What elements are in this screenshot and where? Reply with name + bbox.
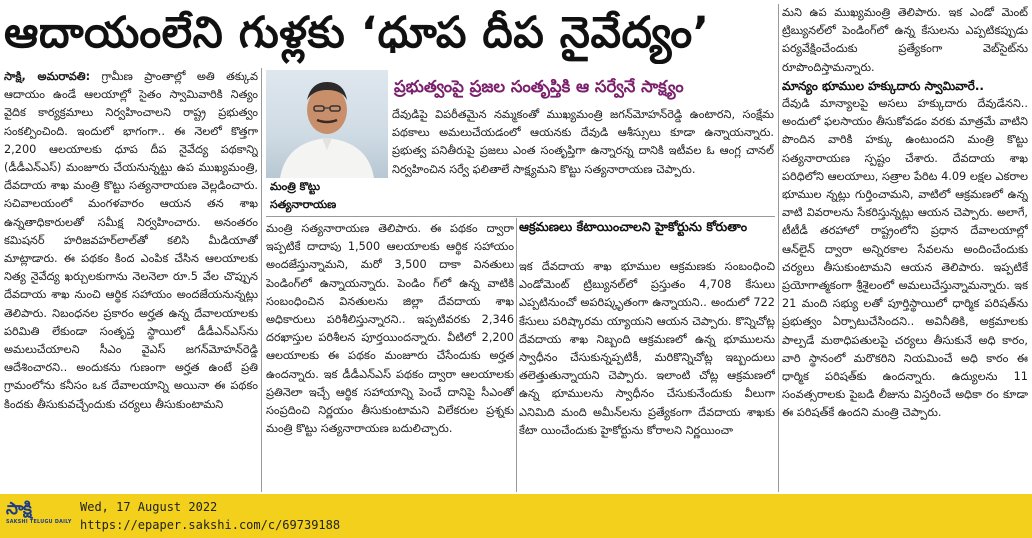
dateline: సాక్షి, అమరావతి: [4, 70, 91, 83]
article-column-2 [266, 220, 514, 492]
epaper-link[interactable]: https://epaper.sakshi.com/c/69739188 [80, 518, 341, 532]
column-2-text: మంత్రి సత్యనారాయణ తెలిపారు. ఈ పథకం ద్వారా ఇప్పటికే దాదాపు 1,500 ఆలయాలకు ఆర్థిక సహాయం అందజేస్తున్నామని, మరో 3,500 దాకా వినతులు పెండింగ్‌లో ఉన్నాయన్నారు. పెండిం గ్‌లో ఉన్న వాటికి సంబంధించిన వినతులను జిల్లా దేవదాయ శాఖ అధికారులు పరిశీలిస్తున్నారని.. ఇప్పటివరకు 2,346 దరఖాస్తుల పరిశీలన పూర్తయిందన్నారు. వీటిలో 2,200 ఆలయాలకు ఈ పథకం మంజూరు చేసేందుకు అర్హత ఉందన్నారు. ఇక డీడీఎన్‌ఎస్ పథకం ద్వారా ఆలయాలకు ప్రతినెలా ఇచ్చే ఆర్థిక సహాయాన్ని పెంచే దానిపై సీఎంతో సంప్రదించి నిర్ణయం తీసుకుంటామని విలేకరుల ప్రశ్నకు మంత్రి కొట్టు సత్యనారాయణ బదులిచ్చారు. [266, 222, 514, 436]
sakshi-logo[interactable] [6, 498, 72, 534]
section-heading-lands: మాన్యం భూముల హక్కుదారు స్వామివారే.. [782, 78, 984, 93]
column-1-text: గ్రామీణ ప్రాంతాల్లో అతి తక్కువ ఆదాయం ఉండే ఆలయాల్లో సైతం స్వామివారికి నిత్యం వైదిక కార్యక్రమాలు నిర్వహించాలని రాష్ట్ర ప్రభుత్వం సంకల్పించింది. ఇందులో భాగంగా.. ఈ నెలలో కొత్తగా 2,200 ఆలయాలకు ధూప దీప నైవేద్య పథకాన్ని (డీడీఎన్‌ఎస్‌) మంజూరు చేయనున్నట్టు ఉప ముఖ్యమంత్రి, దేవదాయ శాఖ మంత్రి కొట్టు సత్యనారాయణ వెల్లడించారు. సచివాలయంలో మంగళవారం ఆయన తన శాఖ ఉన్నతాధికారులతో సమీక్ష నిర్వహించారు. అనంతరం కమిషనర్ హరిజవహర్‌లాల్‌తో కలిసి మీడియాతో మాట్లాడారు. ఈ పథకం కింద ఎంపిక చేసిన ఆలయాలకు నిత్య నైవేద్య ఖర్చులకుగాను నెలనెలా రూ.5 వేల చొప్పున దేవదాయ శాఖ నుంచి ఆర్థిక సహాయం అందజేయనున్నట్లు తెలిపారు. నిబంధనల ప్రకారం అర్హత ఉన్న దేవాలయాలకు పరిమితి లేకుండా సంతృప్త స్థాయిలో డీడీఎన్‌ఎస్‌ను అమలుచేయాలని సీఎం వైఎస్ జగన్‌మోహన్‌రెడ్డి ఆదేశించారని.. అందుకను గుణంగా అర్హత ఉంటే ప్రతి గ్రామంలోను కనీసం ఒక దేవాలయాన్ని అయినా ఈ పథకం కిందకు తీసుకువచ్చేందుకు చర్యలు తీసుకుంటామని [4, 70, 258, 411]
section-heading-amins: ఆక్రమణలు కేటాయించాలని హైకోర్టును కోరుతాం [519, 219, 748, 234]
article-column-1 [4, 68, 258, 492]
article-column-3 [519, 258, 775, 492]
column-divider [261, 68, 262, 492]
portrait-illustration [266, 70, 388, 178]
photo-caption [266, 178, 388, 216]
logo-mark: సాక్షి [6, 499, 32, 519]
column-divider [516, 218, 517, 492]
headline: ఆదాయంలేని గుళ్లకు ‘ధూప దీప నైవేద్యం’ [4, 8, 710, 58]
column-4-text: దేవుడి మాన్యాలపై అసలు హక్కుదారు దేవుడేనని.. అందులో ఫలసాయం తీసుకోవడం వరకు మాత్రమే వాటిని పొందిన వారికి హక్కు ఉంటుందని మంత్రి కొట్టు సత్యనారాయణ స్పష్టం చేశారు. దేవదాయ శాఖ పరిధిలోని ఆలయాలు, సత్రాల పేరిట 4.09 లక్షల ఎకరాల భూముల న్నట్లు గుర్తించామని, వాటిలో ఆక్రమణలో ఉన్న వాటి వివరాలను సేకరిస్తున్నట్లు ఆయన చెప్పారు. అలాగే, టీటీడీ తరహాలో రాష్ట్రంలోని ప్రధాన దేవాలయాల్లో ఆన్‌లైన్ ద్వారా అన్నిరకాల సేవలను అందించేందుకు చర్యలు తీసుకుంటామని ఆయన తెలిపారు. ఇప్పటికే ప్రయోగాత్మకంగా శ్రీశైలంలో అమలుచేస్తున్నామన్నారు. ఇక 21 మంది సభ్యు లతో పూర్తిస్థాయిలో ధార్మిక పరిషత్‌ను ప్రభుత్వం ఏర్పాటుచేసిందని.. అవినీతికి, అక్రమాలకు పాల్పడే మఠాధిపతులపై చర్యలు తీసుకునే అధి కారం, వారి స్థానంలో మరొకరిని నియమించే అధి కారం ఈ ధార్మిక పరిషత్‌కు ఉందన్నారు. ఉద్యులను 11 సంవత్సరాలకు పైబడి లీజును విస్తరించే అధికా రం కూడా ఈ పరిషత్‌కే ఉందని మంత్రి చెప్పారు. [782, 97, 1028, 420]
edition-date: Wed, 17 August 2022 [80, 500, 218, 514]
column-4-intro: మని ఉప ముఖ్యమంత్రి తెలిపారు. ఇక ఎండో మెంట్ ట్రిబ్యునల్‌లో పెండింగ్‌లో ఉన్న కేసులను ఎప్పటికప్పుడు పర్యవేక్షించేందుకు ప్రత్యేకంగా వెబ్‌సైట్‌ను రూపొందిస్తామన్నారు. [782, 6, 1028, 74]
article-column-4 [782, 4, 1028, 492]
subhead-paragraph: దేవుడిపై విపరీతమైన నమ్మకంతో ముఖ్యమంత్రి జగన్‌మోహన్‌రెడ్డి ఉంటారని, సంక్షేమ పథకాలు అమలుచేయడంలో ఆయనకు దేవుడి ఆశీస్సులు కూడా ఉన్నాయన్నారు. ప్రభుత్వ పనితీరుపై ప్రజలు ఎంత సంతృప్తిగా ఉన్నారన్న దానికి ఇటీవల ఓ ఆంగ్ల చానల్ నిర్వహించిన సర్వే ఫలితాలే సాక్ష్యమని కొట్టు సత్యనారాయణ చెప్పారు. [392, 108, 774, 176]
subheadline: ప్రభుత్వంపై ప్రజల సంతృప్తికి ఆ సర్వేనే సాక్ష్యం [394, 77, 684, 96]
caption-line-1: మంత్రి కొట్టు [270, 180, 321, 193]
column-3-text: ఇక దేవదాయ శాఖ భూముల ఆక్రమణకు సంబంధించి ఎండోమెంట్ ట్రిబ్యునల్‌లో ప్రస్తుతం 4,708 కేసులు ఎప్పటినుంచో అపరిష్కృతంగా ఉన్నాయని.. అందులో 722 కేసులు పరిష్కారమ య్యాయని ఆయన చెప్పారు. కొన్నిచోట్ల దేవదాయ శాఖ నిబ్బంది ఆక్రమణలో ఉన్న భూములను స్వాధీనం చేసుకున్నప్పటికీ, మరికొన్నిచోట్ల ఇబ్బందులు తలెత్తుతున్నాయని చెప్పారు. ఇలాంటి చోట్ల ఆక్రమణలో ఉన్న భూములను స్వాధీనం చేసుకునేందుకు వీలుగా ఎనిమిది మంది అమీన్‌లను ప్రత్యేకంగా దేవదాయ శాఖకు కేటా యించేందుకు హైకోర్టును కోరాలని నిర్ణయించా [519, 260, 775, 437]
logo-tagline: SAKSHI TELUGU DAILY [6, 520, 72, 525]
subhead-article-text [392, 106, 774, 214]
minister-photo [266, 70, 388, 178]
caption-line-2: సత్యనారాయణ [270, 198, 337, 211]
column-divider [778, 4, 779, 492]
section-divider [266, 216, 775, 217]
